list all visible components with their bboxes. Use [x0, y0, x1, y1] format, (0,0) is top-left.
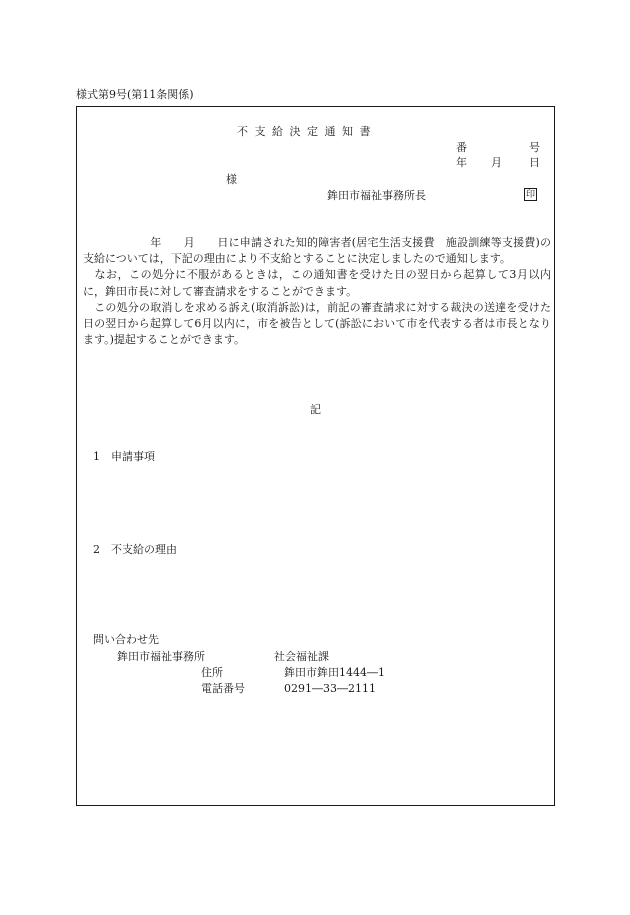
notice-frame: [76, 106, 555, 806]
date-month-label: 月: [491, 156, 502, 169]
document-number-label: 番: [456, 141, 467, 154]
body-paragraph-lawsuit: この処分の取消しを求める訴え(取消訴訟)は，前記の審査請求に対する裁決の送達を受けた日の翌日から起算して6月以内に，市を被告として(訴訟において市を代表する者は市長となります。)提起することができます。: [83, 300, 551, 347]
item-application-matters: 1 申請事項: [93, 450, 155, 463]
contact-office: 鉾田市福祉事務所: [117, 650, 205, 663]
item-rejection-reason: 2 不支給の理由: [93, 543, 177, 556]
contact-department: 社会福祉課: [274, 650, 329, 663]
date-day-label: 日: [529, 156, 540, 169]
notice-body: [83, 235, 551, 348]
ki-heading: 記: [310, 403, 321, 416]
contact-title: 問い合わせ先: [93, 633, 159, 646]
issuer-name: 鉾田市福祉事務所長: [327, 189, 426, 202]
body-paragraph-application: 年 月 日に申請された知的障害者(居宅生活支援費 施設訓練等支援費)の支給については，下記の理由により不支給とすることに決定しましたので通知します。: [83, 236, 551, 266]
seal-mark: 印: [525, 190, 535, 200]
body-paragraph-appeal: なお，この処分に不服があるときは，この通知書を受けた日の翌日から起算して3月以内に，鉾田市長に対して審査請求をすることができます。: [83, 268, 551, 298]
contact-address-value: 鉾田市鉾田1444―1: [284, 666, 385, 679]
addressee-suffix: 様: [226, 173, 237, 186]
document-title: 不支給決定通知書: [237, 125, 377, 138]
contact-phone-label: 電話番号: [201, 682, 245, 695]
document-number-suffix: 号: [529, 141, 540, 154]
form-number-label: 様式第9号(第11条関係): [76, 88, 194, 101]
contact-phone-value: 0291―33―2111: [284, 682, 376, 695]
contact-address-label: 住所: [201, 666, 223, 679]
date-year-label: 年: [456, 156, 467, 169]
